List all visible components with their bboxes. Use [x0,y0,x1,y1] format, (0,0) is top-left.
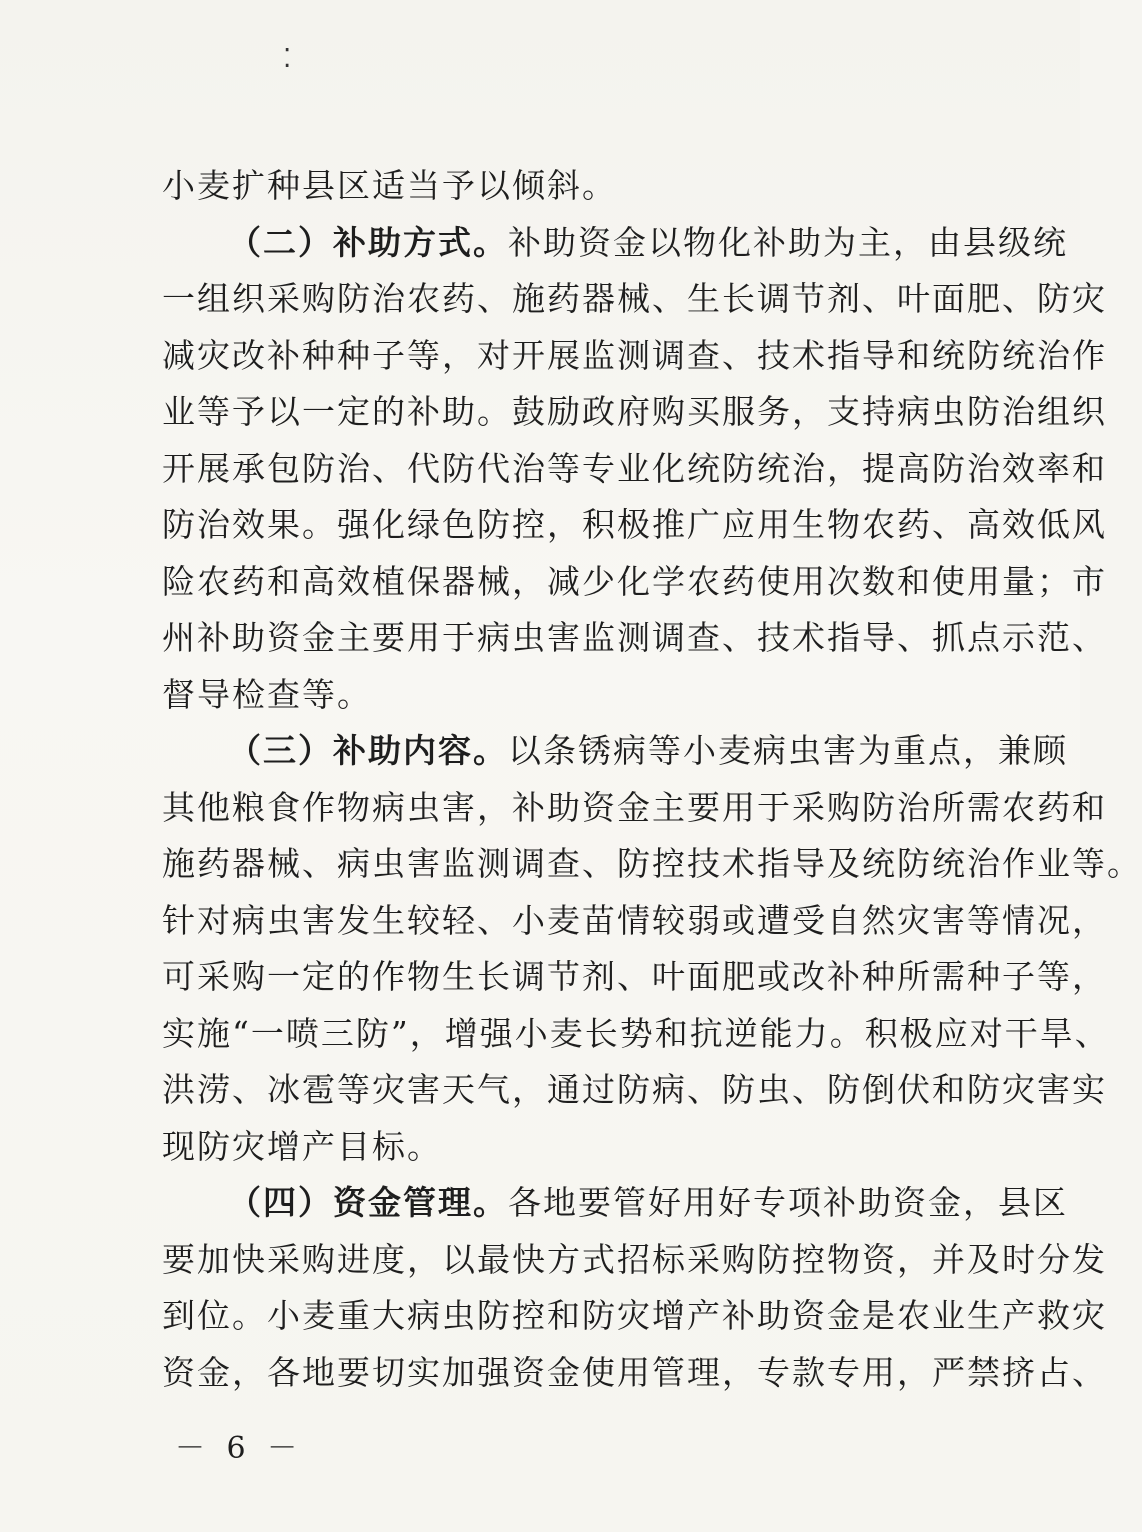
text-line: 小麦扩种县区适当予以倾斜。 [162,166,617,205]
text-line: 其他粮食作物病虫害，补助资金主要用于采购防治所需农药和 [162,787,1107,827]
text-line: 要加快采购进度，以最快方式招标采购防控物资，并及时分发 [162,1239,1107,1279]
text-line: 一组织采购防治农药、施药器械、生长调节剂、叶面肥、防灾 [162,279,1107,318]
body-text [162,158,1142,1401]
text-line: 实施“一喷三防”，增强小麦长势和抗逆能力。积极应对干旱、 [162,1013,1110,1053]
text-line: 险农药和高效植保器械，减少化学农药使用次数和使用量；市 [162,561,1107,601]
text-line: （三）补助内容。以条锈病等小麦病虫害为重点，兼顾 [228,731,1068,770]
section-heading: （二）补助方式。 [228,222,508,262]
section-heading: （三）补助内容。 [228,731,508,770]
text-line: （四）资金管理。各地要管好用好专项补助资金，县区 [228,1183,1068,1222]
text-line: 减灾改补种种子等，对开展监测调查、技术指导和统防统治作 [162,335,1107,375]
text-line: 洪涝、冰雹等灾害天气，通过防病、防虫、防倒伏和防灾害实 [162,1070,1107,1109]
text-line: 现防灾增产目标。 [162,1126,442,1166]
scan-artifact-mark: ⁚ [283,44,292,74]
text-line: （二）补助方式。补助资金以物化补助为主，由县级统 [228,222,1068,262]
text-line: 州补助资金主要用于病虫害监测调查、技术指导、抓点示范、 [162,618,1107,657]
text-line: 防治效果。强化绿色防控，积极推广应用生物农药、高效低风 [162,505,1107,544]
text-line: 开展承包防治、代防代治等专业化统防统治，提高防治效率和 [162,448,1107,488]
text-line: 资金，各地要切实加强资金使用管理，专款专用，严禁挤占、 [162,1352,1107,1392]
text-line: 到位。小麦重大病虫防控和防灾增产补助资金是农业生产救灾 [162,1296,1107,1335]
text-line: 督导检查等。 [162,674,372,714]
page-number: － 6 － [175,1431,304,1466]
text-line: 业等予以一定的补助。鼓励政府购买服务，支持病虫防治组织 [162,392,1107,431]
text-line: 可采购一定的作物生长调节剂、叶面肥或改补种所需种子等， [162,957,1107,996]
section-heading: （四）资金管理。 [228,1183,508,1222]
text-line: 针对病虫害发生较轻、小麦苗情较弱或遭受自然灾害等情况， [162,900,1107,940]
text-line: 施药器械、病虫害监测调查、防控技术指导及统防统治作业等。 [162,844,1142,883]
